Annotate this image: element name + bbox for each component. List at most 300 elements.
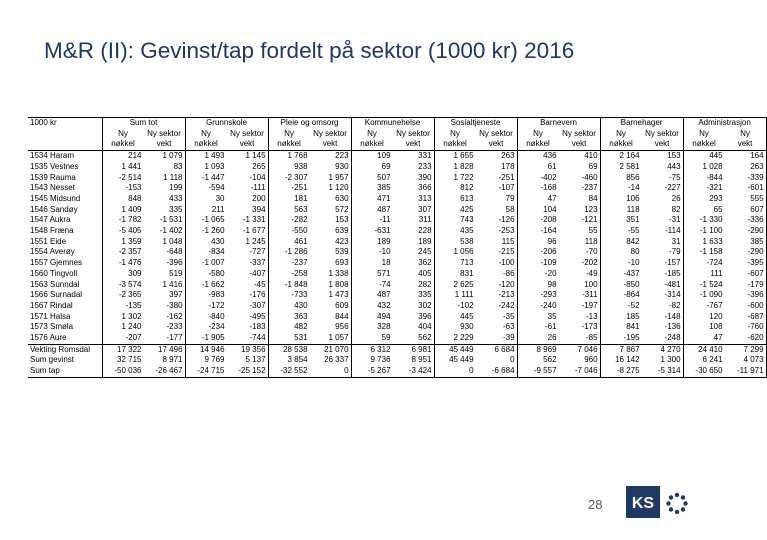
value-cell: 233 [418,161,432,171]
value-cell: 436 [517,151,559,162]
value-cell: 9 736 [351,355,393,366]
value-cell: 531 [268,333,310,344]
value-cell: 47 [517,194,559,205]
value-cell: -176 [249,290,266,300]
value-cell: 200 [252,193,266,203]
value-cell: -314 [664,290,681,300]
value-cell: -253 [498,226,515,236]
value-cell: 282 [418,279,432,289]
table-row [28,173,766,184]
municipality-name: 1535 Vestnes [30,161,79,171]
value-cell: -126 [498,215,515,225]
value-cell: 69 [351,162,393,173]
value-cell: -5 405 [102,226,144,237]
value-cell: 1 359 [102,237,144,248]
value-cell: 104 [517,205,559,216]
value-cell: 555 [725,194,767,205]
value-cell: 79 [505,193,515,203]
value-cell: 26 [671,193,681,203]
value-cell: 84 [588,193,598,203]
value-cell: 293 [683,194,725,205]
value-cell: 199 [169,183,183,193]
value-cell: 613 [434,194,476,205]
value-cell: -227 [664,183,681,193]
value-cell: -168 [517,183,559,194]
subheader-blank [28,139,102,150]
value-cell: -336 [725,215,767,226]
value-cell: 1 957 [328,172,349,182]
value-cell: 189 [351,237,393,248]
value-cell: 0 [510,355,515,365]
value-cell: 211 [185,205,227,216]
municipality-name: 1548 Fræna [30,226,74,236]
value-cell: 572 [335,204,349,214]
value-cell: 938 [268,162,310,173]
page-number: 28 [588,497,603,512]
value-cell: -107 [498,183,515,193]
value-cell: 423 [335,236,349,246]
value-cell: -3 424 [393,366,435,377]
municipality-name: 1539 Rauma [30,172,76,182]
value-cell: 0 [434,366,476,377]
header-row-sub-top [28,129,766,140]
municipality-name: 1534 Haram [30,151,75,161]
value-cell: 245 [418,247,432,257]
value-cell: 58 [505,204,515,214]
value-cell: -111 [250,183,266,193]
table-row [28,194,766,205]
value-cell: -2 307 [268,173,310,184]
value-cell: 223 [335,151,349,161]
value-cell: 432 [351,301,393,312]
municipality-name: 1563 Sunndal [30,279,80,289]
value-cell: -195 [600,333,642,344]
value-cell: 115 [501,236,515,246]
value-cell: 930 [335,161,349,171]
value-cell: -120 [498,279,515,289]
table-row [28,162,766,173]
value-cell: -258 [268,269,310,280]
value-cell: -850 [600,280,642,291]
corner-label: 1000 kr [28,118,102,129]
value-cell: 571 [351,269,393,280]
logo-text: KS [631,495,655,512]
value-cell: -79 [668,247,681,257]
value-cell: -5 267 [351,366,393,377]
value-cell: -135 [102,301,144,312]
value-cell: 14 946 [185,344,227,355]
value-cell: -74 [351,280,393,291]
value-cell: 494 [351,312,393,323]
value-cell: 47 [683,333,725,344]
value-cell: 55 [588,226,598,236]
value-cell: 487 [351,205,393,216]
value-cell: 164 [725,151,767,162]
value-cell: -14 [600,183,642,194]
value-cell: 8 971 [162,355,183,365]
value-cell: 841 [600,322,642,333]
sector-table [28,117,764,378]
value-cell: -45 [253,279,266,289]
value-cell: 956 [335,322,349,332]
value-cell: -724 [683,258,725,269]
value-cell: 351 [600,215,642,226]
value-cell: -86 [502,268,515,278]
value-cell: -1 007 [185,258,227,269]
value-cell: -136 [664,322,681,332]
value-cell: 328 [351,322,393,333]
value-cell: -206 [517,247,559,258]
subheader-cell: nøkkel [351,139,393,150]
value-cell: 433 [169,193,183,203]
table-row [28,290,766,301]
value-cell: 1 093 [185,162,227,173]
value-cell: 461 [268,237,310,248]
value-cell: 265 [252,161,266,171]
subheader-cell: nøkkel [683,139,725,150]
value-cell: 487 [351,290,393,301]
value-cell: -727 [249,247,266,257]
value-cell: -437 [600,269,642,280]
value-cell: -1 524 [683,280,725,291]
value-cell: -864 [600,290,642,301]
value-cell: 743 [434,215,476,226]
subheader-cell: vekt [725,139,767,150]
group-header: Kommunehelse [351,118,434,129]
value-cell: -100 [498,258,515,268]
value-cell: 831 [434,269,476,280]
value-cell: -687 [725,312,767,323]
subheader-cell: Ny [268,129,310,140]
value-cell: -395 [725,258,767,269]
value-cell: 65 [683,205,725,216]
value-cell: -13 [585,311,598,321]
ks-logo [626,486,692,518]
value-cell: -25 152 [227,366,269,377]
value-cell: 630 [335,193,349,203]
value-cell: -164 [517,226,559,237]
table-row [28,258,766,269]
group-header: Barnehager [600,118,683,129]
value-cell: 563 [268,205,310,216]
value-cell: 607 [725,205,767,216]
value-cell: -148 [664,311,681,321]
municipality-name: 1573 Smøla [30,322,74,332]
value-cell: -1 476 [102,258,144,269]
value-cell: 562 [517,355,559,366]
value-cell: 430 [268,301,310,312]
value-cell: 100 [584,279,598,289]
value-cell: -172 [185,301,227,312]
value-cell: 309 [102,269,144,280]
value-cell: 1 145 [245,151,266,161]
value-cell: -8 275 [600,366,642,377]
value-cell: 106 [600,194,642,205]
value-cell: 263 [725,162,767,173]
table-row [28,215,766,226]
value-cell: 5 137 [245,355,266,365]
municipality-name: 1567 Rindal [30,300,73,310]
value-cell: 18 [351,258,393,269]
value-cell: 482 [268,322,310,333]
subheader-cell: Ny sektor [645,128,679,138]
subheader-cell: Ny sektor [313,128,347,138]
value-cell: 35 [517,312,559,323]
value-cell: 2 581 [600,162,642,173]
municipality-name: 1576 Aure [30,333,67,343]
value-cell: -162 [166,311,183,321]
value-cell: 19 356 [227,344,269,355]
value-cell: -75 [668,172,681,182]
municipality-name: 1557 Gjemnes [30,258,83,268]
subheader-cell: Ny sektor [396,128,430,138]
value-cell: -82 [668,300,681,310]
value-cell: 693 [335,258,349,268]
subheader-cell: Ny [517,129,559,140]
subheader-cell: Ny sektor [147,128,181,138]
value-cell: 59 [351,333,393,344]
subheader-cell: nøkkel [268,139,310,150]
value-cell: -114 [665,226,681,236]
value-cell: 189 [418,236,432,246]
value-cell: 397 [169,290,183,300]
value-cell: -185 [664,268,681,278]
value-cell: 263 [501,151,515,161]
subheader-cell: nøkkel [517,139,559,150]
value-cell: 394 [252,204,266,214]
value-cell: 0 [310,366,352,377]
value-cell: 21 070 [310,344,352,355]
value-cell: 435 [434,226,476,237]
subheader-cell: vekt [227,139,269,150]
municipality-name: Vekting Romsdal [28,344,102,355]
value-cell: -1 905 [185,333,227,344]
value-cell: 1 111 [434,290,476,301]
value-cell: -35 [502,311,515,321]
value-cell: 3 854 [268,355,310,366]
value-cell: 848 [102,194,144,205]
value-cell: 7 299 [725,344,767,355]
subheader-cell: nøkkel [600,139,642,150]
value-cell: -1 090 [683,290,725,301]
value-cell: 4 270 [642,344,684,355]
value-cell: -157 [664,258,681,268]
value-cell: 1 028 [683,162,725,173]
value-cell: 7 867 [600,344,642,355]
value-cell: -1 402 [159,226,183,236]
subheader-cell: vekt [559,139,601,150]
value-cell: -607 [725,269,767,280]
subheader-cell: Ny sektor [230,128,264,138]
value-cell: 118 [584,236,598,246]
value-cell: -237 [581,183,598,193]
value-cell: 1 722 [434,173,476,184]
municipality-name: 1543 Nesset [30,183,75,193]
value-cell: 26 337 [324,355,349,365]
table-row [28,183,766,194]
value-cell: -402 [517,173,559,184]
value-cell: -10 [600,258,642,269]
value-cell: -173 [581,322,598,332]
value-cell: 98 [517,280,559,291]
value-cell: -2 365 [102,290,144,301]
value-cell: 45 449 [434,344,476,355]
value-cell: 363 [268,312,310,323]
value-cell: 930 [434,322,476,333]
group-header: Barnevern [517,118,600,129]
value-cell: -733 [268,290,310,301]
value-cell: -1 260 [185,226,227,237]
value-cell: -580 [185,269,227,280]
value-cell: -767 [683,301,725,312]
value-cell: 8 951 [411,355,432,365]
value-cell: 123 [584,204,598,214]
subheader-cell: vekt [476,139,518,150]
subheader-cell: Ny [434,129,476,140]
value-cell: 1 808 [328,279,349,289]
value-cell: -2 514 [102,173,144,184]
value-cell: 28 538 [268,344,310,355]
municipality-name: 1551 Eide [30,236,67,246]
value-cell: 302 [418,300,432,310]
value-cell: 443 [667,161,681,171]
municipality-name: 1566 Surnadal [30,290,83,300]
value-cell: -321 [683,183,725,194]
group-header: Administrasjon [683,118,766,129]
value-cell: -121 [581,215,598,225]
value-cell: -396 [166,258,183,268]
value-cell: 108 [683,322,725,333]
value-cell: -251 [268,183,310,194]
value-cell: -844 [683,173,725,184]
table-row [28,322,766,333]
value-cell: 82 [671,204,681,214]
value-cell: 1 493 [185,151,227,162]
subheader-cell: vekt [642,139,684,150]
value-cell: 16 142 [600,355,642,366]
value-cell: -49 [585,268,598,278]
value-cell: -179 [725,280,767,291]
value-cell: 856 [600,173,642,184]
value-cell: 311 [418,215,432,225]
municipality-name: 1547 Aukra [30,215,71,225]
table-row [28,312,766,323]
value-cell: 118 [600,205,642,216]
value-cell: -1 100 [683,226,725,237]
subheader-cell: vekt [310,139,352,150]
value-cell: 1 441 [102,162,144,173]
value-cell: 1 057 [328,333,349,343]
value-cell: 519 [169,268,183,278]
value-cell: 6 312 [351,344,393,355]
value-cell: -177 [166,333,183,343]
value-cell: 335 [169,204,183,214]
table-row [28,205,766,216]
value-cell: -213 [498,290,515,300]
value-cell: 120 [683,312,725,323]
table-row [28,237,766,248]
municipality-name: 1545 Midsund [30,193,81,203]
value-cell: 2 229 [434,333,476,344]
value-cell: -215 [498,247,515,257]
value-cell: -50 036 [102,366,144,377]
value-cell: -30 650 [683,366,725,377]
value-cell: 609 [335,300,349,310]
value-cell: 1 056 [434,247,476,258]
value-cell: -840 [185,312,227,323]
data-table [28,117,767,378]
value-cell: 842 [600,237,642,248]
value-cell: -594 [185,183,227,194]
value-cell: 4 073 [725,355,767,366]
subheader-cell: Ny [600,129,642,140]
value-cell: 425 [434,205,476,216]
value-cell: -183 [249,322,266,332]
value-cell: -1 286 [268,247,310,258]
value-cell: 24 410 [683,344,725,355]
subheader-cell: Ny sektor [562,128,596,138]
value-cell: 17 496 [144,344,186,355]
value-cell: -202 [581,258,598,268]
value-cell: -481 [664,279,681,289]
value-cell: 80 [600,247,642,258]
municipality-name: Sum gevinst [30,355,75,365]
value-cell: -600 [725,301,767,312]
value-cell: 1 633 [683,237,725,248]
value-cell: 430 [185,237,227,248]
value-cell: -648 [166,247,183,257]
value-cell: 335 [418,290,432,300]
municipality-name: 1571 Halsa [30,311,71,321]
value-cell: 7 046 [559,344,601,355]
value-cell: 538 [434,237,476,248]
table-row [28,333,766,344]
header-row-groups [28,118,766,129]
value-cell: -207 [102,333,144,344]
value-cell: 385 [725,237,767,248]
value-cell: 307 [418,204,432,214]
value-cell: 26 [517,333,559,344]
group-header: Pleie og omsorg [268,118,351,129]
value-cell: -10 [351,247,393,258]
value-cell: -744 [249,333,266,343]
value-cell: -550 [268,226,310,237]
table-row [28,269,766,280]
value-cell: -495 [249,311,266,321]
value-cell: -251 [498,172,515,182]
logo-wheel-icon [666,493,687,514]
municipality-name: Sum tap [28,366,102,377]
value-cell: 713 [434,258,476,269]
subheader-cell: vekt [393,139,435,150]
subheader-cell: Ny [185,129,227,140]
value-cell: 1 048 [162,236,183,246]
value-cell: -24 715 [185,366,227,377]
value-cell: -11 [351,215,393,226]
value-cell: 153 [667,151,681,161]
value-cell: 1 768 [268,151,310,162]
summary-row [28,344,766,355]
value-cell: -3 574 [102,280,144,291]
value-cell: -237 [268,258,310,269]
value-cell: -601 [725,183,767,194]
value-cell: 639 [335,226,349,236]
subheader-cell: Ny sektor [479,128,513,138]
value-cell: 362 [418,258,432,268]
value-cell: -293 [517,290,559,301]
value-cell: 45 449 [434,355,476,366]
table-row [28,226,766,237]
